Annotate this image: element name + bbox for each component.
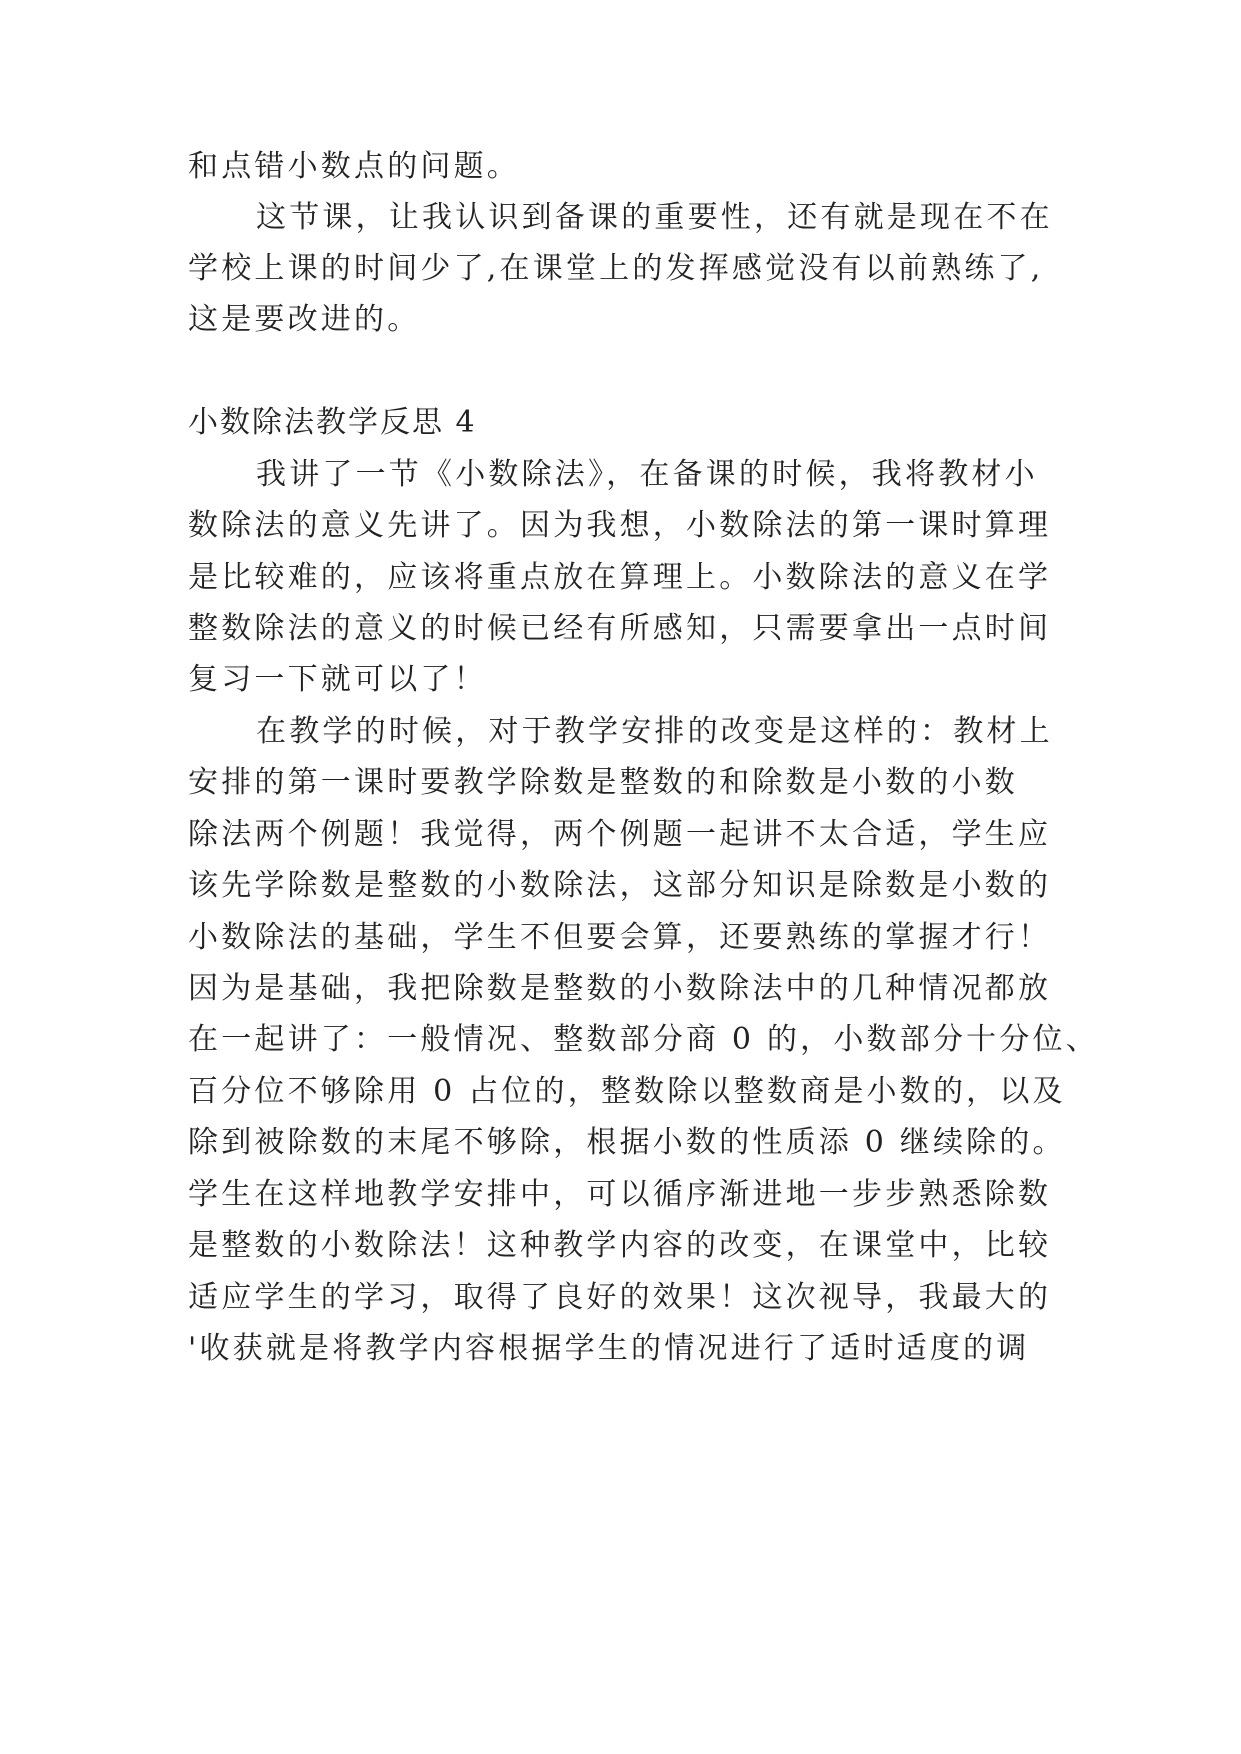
paragraph-2-line: 在一起讲了：一般情况、整数部分商 0 的，小数部分十分位、 — [188, 1022, 1099, 1057]
paragraph-1-line: 复习一下就可以了！ — [188, 662, 487, 697]
paragraph-2-line: '收获就是将教学内容根据学生的情况进行了适时适度的调 — [188, 1331, 1030, 1366]
paragraph-1-line: 是比较难的，应该将重点放在算理上。小数除法的意义在学 — [188, 560, 1052, 595]
paragraph-2-line: 学生在这样地教学安排中，可以循序渐进地一步步熟悉除数 — [188, 1177, 1052, 1212]
paragraph-2-line: 因为是基础，我把除数是整数的小数除法中的几种情况都放 — [188, 971, 1052, 1006]
continuation-line: 和点错小数点的问题。 — [188, 149, 520, 184]
paragraph-2-line: 该先学除数是整数的小数除法，这部分知识是除数是小数的 — [188, 868, 1052, 903]
paragraph-1-line: 数除法的意义先讲了。因为我想，小数除法的第一课时算理 — [188, 508, 1052, 543]
paragraph-1-line: 我讲了一节《小数除法》，在备课的时候，我将教材小 — [256, 457, 1038, 492]
paragraph-2-line: 适应学生的学习，取得了良好的效果！这次视导，我最大的 — [188, 1280, 1052, 1315]
reflection-line: 学校上课的时间少了,在课堂上的发挥感觉没有以前熟练了, — [188, 251, 1044, 286]
paragraph-2-line: 除法两个例题！我觉得，两个例题一起讲不太合适，学生应 — [188, 817, 1052, 852]
paragraph-2-line: 百分位不够除用 0 占位的，整数除以整数商是小数的，以及 — [188, 1074, 1066, 1109]
paragraph-2-line: 在教学的时候，对于教学安排的改变是这样的：教材上 — [256, 714, 1053, 749]
paragraph-2-line: 除到被除数的末尾不够除，根据小数的性质添 0 继续除的。 — [188, 1125, 1066, 1160]
section-title: 小数除法教学反思 4 — [188, 405, 477, 440]
reflection-line: 这是要改进的。 — [188, 302, 421, 337]
paragraph-1-line: 整数除法的意义的时候已经有所感知，只需要拿出一点时间 — [188, 611, 1052, 646]
paragraph-2-line: 安排的第一课时要教学除数是整数的和除数是小数的小数 — [188, 765, 1018, 800]
paragraph-2-line: 小数除法的基础，学生不但要会算，还要熟练的掌握才行！ — [188, 920, 1052, 955]
paragraph-2-line: 是整数的小数除法！这种教学内容的改变，在课堂中，比较 — [188, 1228, 1052, 1263]
reflection-line: 这节课，让我认识到备课的重要性，还有就是现在不在 — [256, 200, 1053, 235]
